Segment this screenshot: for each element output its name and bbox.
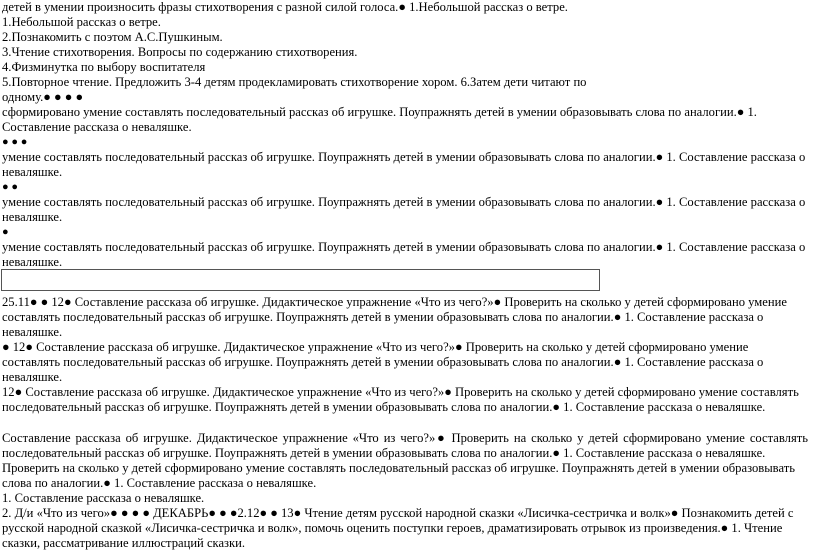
line-item-1: 1.Небольшой рассказ о ветре.	[2, 15, 161, 29]
bullets-1: ●	[2, 226, 9, 238]
empty-frame	[1, 269, 600, 291]
line-task-3: умение составлять последовательный рассказ об игрушке. Поупражнять детей в умении образовывать слова по аналогии.● 1. Составление рассказа о неваляшке.	[2, 195, 806, 225]
line-item-4: 4.Физминутка по выбору воспитателя	[2, 60, 206, 74]
row-activity: Составление рассказа об игрушке. Дидактическое упражнение «Что из чего?»● Проверить на сколько у детей сформировано умение составлять последовательный рассказ об игрушке. Поупражнять детей в умении образовывать слова по аналогии.● 1. Составление рассказа о неваляшке.	[2, 431, 808, 461]
line-task-4: умение составлять последовательный рассказ об игрушке. Поупражнять детей в умении образовывать слова по аналогии.● 1. Составление рассказа о неваляшке.	[2, 240, 806, 270]
row-date-25-11: 25.11● ● 12● Составление рассказа об игрушке. Дидактическое упражнение «Что из чего?»● Проверить на сколько у детей сформировано умение составлять последовательный рассказ об игрушке. Поупражнять детей в умении образовывать слова по аналогии.● 1. Составление рассказа о неваляшке.	[2, 295, 787, 340]
line-task-1: сформировано умение составлять последовательный рассказ об игрушке. Поупражнять детей в умении образовывать слова по аналогии.● 1. Составление рассказа о неваляшке.	[2, 105, 757, 135]
row-12-a: ● 12● Составление рассказа об игрушке. Дидактическое упражнение «Что из чего?»● Проверить на сколько у детей сформировано умение составлять последовательный рассказ об игрушке. Поупражнять детей в умении образовывать слова по аналогии.● 1. Составление рассказа о неваляшке.	[2, 340, 764, 385]
line-item-5: 5.Повторное чтение. Предложить 3-4 детям продекламировать стихотворение хором. 6.Затем дети читают по одному.● ● ● ●	[2, 75, 587, 105]
line-intro: детей в умении произносить фразы стихотворения с разной силой голоса.● 1.Небольшой рассказ о ветре.	[2, 0, 568, 14]
row-12-b: 12● Составление рассказа об игрушке. Дидактическое упражнение «Что из чего?»● Проверить на сколько у детей сформировано умение составлять последовательный рассказ об игрушке. Поупражнять детей в умении образовывать слова по аналогии.● 1. Составление рассказа о неваляшке.	[2, 385, 799, 415]
line-item-2: 2.Познакомить с поэтом А.С.Пушкиным.	[2, 30, 223, 44]
bullets-3: ● ● ●	[2, 136, 28, 148]
line-task-2: умение составлять последовательный рассказ об игрушке. Поупражнять детей в умении образовывать слова по аналогии.● 1. Составление рассказа о неваляшке.	[2, 150, 806, 180]
bullets-2: ● ●	[2, 181, 19, 193]
row-december: 2. Д/и «Что из чего»● ● ● ● ДЕКАБРЬ● ● ●2.12● ● 13● Чтение детям русской народной сказки «Лисичка-сестричка и волк»● Познакомить детей с русской народной сказкой «Лисичка-сестричка и волк», помочь оценить поступки героев, драматизировать отрывок из произведения.● 1. Чтение сказки, рассматривание иллюстраций сказки.	[2, 506, 794, 551]
row-step-1: 1. Составление рассказа о неваляшке.	[2, 491, 205, 505]
line-item-3: 3.Чтение стихотворения. Вопросы по содержанию стихотворения.	[2, 45, 358, 59]
row-goal: Проверить на сколько у детей сформировано умение составлять последовательный рассказ об игрушке. Поупражнять детей в умении образовывать слова по аналогии.● 1. Составление рассказа о неваляшке.	[2, 461, 795, 491]
